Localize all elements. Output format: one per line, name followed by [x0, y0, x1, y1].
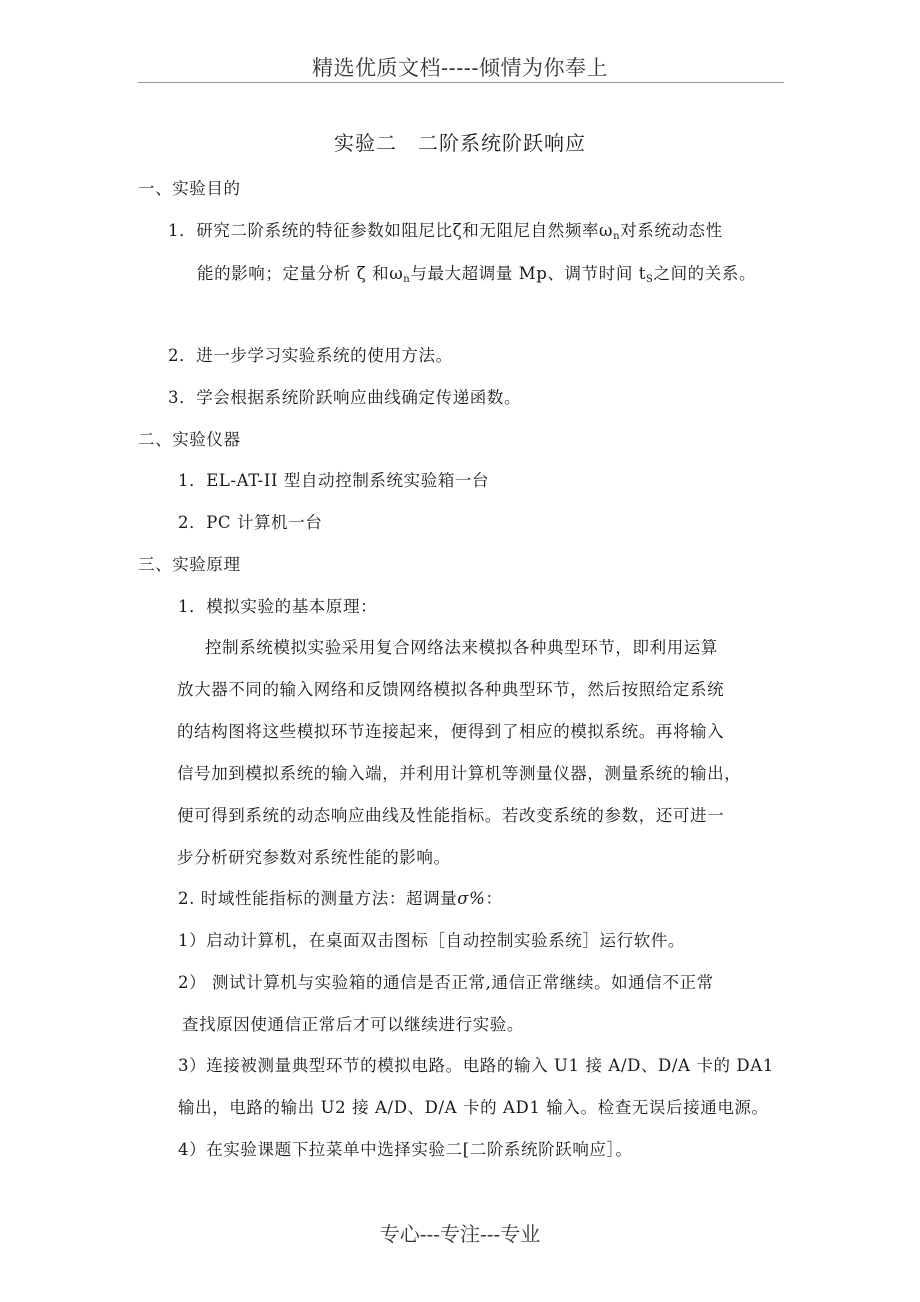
objective-1-text-a: 1．研究二阶系统的特征参数如阻尼比ζ和无阻尼自然频率ω: [168, 221, 614, 240]
objective-1-line-1: [168, 220, 723, 248]
page-header: 精选优质文档-----倾情为你奉上: [312, 56, 608, 80]
principle-1-heading: 1．模拟实验的基本原理：: [178, 597, 378, 616]
overshoot-symbol: σ%: [457, 889, 486, 908]
principle-paragraph-line: 便可得到系统的动态响应曲线及性能指标。若改变系统的参数，还可进一: [177, 806, 725, 825]
principle-paragraph-line: 步分析研究参数对系统性能的影响。: [177, 848, 451, 867]
objective-3: 3．学会根据系统阶跃响应曲线确定传递函数。: [168, 388, 522, 407]
step-3-line-2: 输出，电路的输出 U2 接 A/D、D/A 卡的 AD1 输入。检查无误后接通电源。: [178, 1098, 769, 1117]
step-2-line-1: 2） 测试计算机与实验箱的通信是否正常,通信正常继续。如通信不正常: [178, 973, 714, 992]
principle-2-heading: [178, 888, 503, 910]
step-1: 1）启动计算机，在桌面双击图标［自动控制实验系统］运行软件。: [178, 931, 685, 950]
instrument-2: 2．PC 计算机一台: [178, 513, 323, 532]
section-heading-principle: 三、实验原理: [138, 555, 241, 574]
principle-paragraph-line: 控制系统模拟实验采用复合网络法来模拟各种典型环节，即利用运算: [205, 638, 718, 657]
header-rule: [138, 82, 784, 83]
section-heading-instruments: 二、实验仪器: [138, 430, 241, 449]
objective-1-line-2-text-b: 与最大超调量 Mp、调节时间 t: [410, 264, 647, 283]
principle-2-heading-text: 2. 时域性能指标的测量方法：超调量: [178, 889, 458, 908]
page-footer: 专心---专注---专业: [379, 1222, 541, 1246]
principle-2-heading-end: ：: [485, 889, 503, 908]
objective-1-line-2-text-a: 能的影响；定量分析 ζ 和ω: [197, 264, 404, 283]
document-title: 实验二 二阶系统阶跃响应: [334, 131, 586, 155]
objective-1-text-b: 对系统动态性: [620, 221, 723, 240]
section-heading-objectives: 一、实验目的: [138, 179, 241, 198]
step-4: 4）在实验课题下拉菜单中选择实验二[二阶系统阶跃响应］。: [178, 1140, 633, 1159]
principle-paragraph-line: 的结构图将这些模拟环节连接起来，便得到了相应的模拟系统。再将输入: [177, 722, 725, 741]
ts-subscript: S: [646, 274, 654, 285]
objective-1-line-2-text-c: 之间的关系。: [653, 264, 757, 283]
principle-paragraph-line: 信号加到模拟系统的输入端，并利用计算机等测量仪器，测量系统的输出，: [177, 764, 742, 783]
objective-2: 2．进一步学习实验系统的使用方法。: [168, 346, 453, 365]
principle-paragraph-line: 放大器不同的输入网络和反馈网络模拟各种典型环节，然后按照给定系统: [177, 680, 725, 699]
objective-1-line-2: [197, 263, 756, 291]
step-2-line-2: 查找原因使通信正常后才可以继续进行实验。: [182, 1015, 524, 1034]
instrument-1: 1．EL-AT-II 型自动控制系统实验箱一台: [178, 471, 490, 490]
omega-n-subscript: n: [613, 231, 621, 242]
omega-n-subscript-2: n: [403, 274, 411, 285]
step-3-line-1: 3）连接被测量典型环节的模拟电路。电路的输入 U1 接 A/D、D/A 卡的 DA1: [178, 1056, 774, 1075]
